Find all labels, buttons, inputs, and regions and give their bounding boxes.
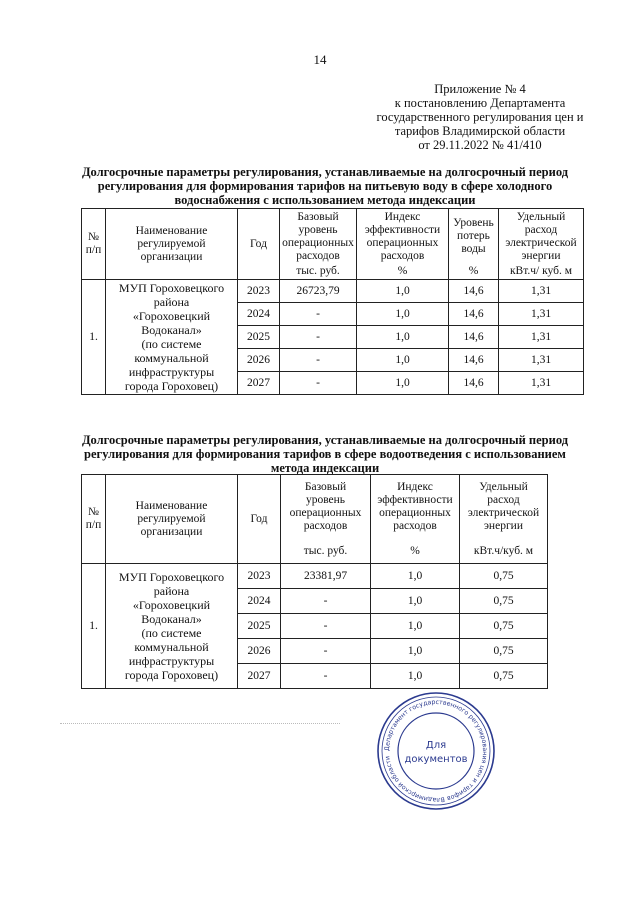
table1 <box>81 208 584 395</box>
cell-eff: 1,0 <box>371 639 460 664</box>
cell-base: 26723,79 <box>280 280 357 303</box>
appendix-block <box>360 82 600 152</box>
cell-base: - <box>280 372 357 395</box>
org-line: Водоканал» <box>141 612 202 626</box>
header-text: потерь <box>457 230 490 243</box>
header-base <box>281 475 371 540</box>
header-text: Уровень <box>453 217 494 230</box>
cell-loss: 14,6 <box>449 372 499 395</box>
header-text: организации <box>140 250 203 263</box>
header-text: расход <box>524 223 558 236</box>
cell-base: - <box>281 589 371 614</box>
cell-base: - <box>281 614 371 639</box>
cell-year: 2025 <box>238 326 280 349</box>
cell-energy: 1,31 <box>499 372 584 395</box>
header-text: Базовый <box>304 481 347 494</box>
title-line: Долгосрочные параметры регулирования, устанавливаемые на долгосрочный период <box>81 165 569 179</box>
header-text: операционных <box>282 236 354 249</box>
cell-energy: 0,75 <box>460 614 548 639</box>
unit-base: тыс. руб. <box>280 265 357 280</box>
cell-energy: 1,31 <box>499 280 584 303</box>
stamp-center-line: Для <box>425 740 447 751</box>
header-eff <box>357 209 449 265</box>
unit-loss: % <box>449 265 499 280</box>
header-text: операционных <box>366 236 439 249</box>
table-row <box>82 564 548 589</box>
header-energy <box>499 209 584 265</box>
cell-energy: 0,75 <box>460 664 548 689</box>
cell-year: 2024 <box>238 303 280 326</box>
header-text: расходов <box>393 520 437 533</box>
header-text: эффективности <box>377 494 453 507</box>
header-text: Наименование <box>135 499 208 512</box>
unit-eff: % <box>371 540 460 564</box>
stamp-center-line: документов <box>404 754 468 765</box>
header-text: Наименование <box>135 224 208 237</box>
header-num <box>82 475 106 564</box>
header-text: регулируемой <box>137 512 206 525</box>
table2-title <box>60 433 590 475</box>
title-line: регулирования для формирования тарифов в сфере водоотведения с использованием <box>84 447 566 461</box>
header-text: расходов <box>303 520 348 533</box>
header-num <box>82 209 106 280</box>
divider <box>60 723 340 724</box>
header-text: энергии <box>484 520 523 533</box>
table1-title <box>60 165 590 207</box>
row-number: 1. <box>82 564 106 689</box>
header-text: регулируемой <box>137 237 206 250</box>
header-text: электрической <box>505 236 577 249</box>
appendix-line: Приложение № 4 <box>434 82 526 96</box>
org-line: МУП Гороховецкого <box>118 281 225 295</box>
org-line: инфраструктуры <box>128 654 215 668</box>
appendix-line: от 29.11.2022 № 41/410 <box>418 138 542 152</box>
org-line: района <box>153 584 190 598</box>
header-org <box>106 475 238 564</box>
cell-eff: 1,0 <box>371 614 460 639</box>
org-line: «Гороховецкий <box>132 598 211 612</box>
cell-eff: 1,0 <box>371 564 460 589</box>
header-text: Индекс <box>384 210 421 223</box>
cell-energy: 0,75 <box>460 639 548 664</box>
cell-eff: 1,0 <box>357 372 449 395</box>
header-eff <box>371 475 460 540</box>
cell-year: 2024 <box>238 589 281 614</box>
org-name <box>106 564 238 689</box>
cell-energy: 0,75 <box>460 589 548 614</box>
org-line: Водоканал» <box>141 323 202 337</box>
org-line: (по системе <box>141 626 202 640</box>
title-line: водоснабжения с использованием метода индексации <box>174 193 476 207</box>
title-line: метода индексации <box>270 461 380 475</box>
cell-year: 2023 <box>238 280 280 303</box>
header-text: электрической <box>467 507 540 520</box>
header-text: операционных <box>379 507 451 520</box>
cell-year: 2026 <box>238 639 281 664</box>
unit-base: тыс. руб. <box>281 540 371 564</box>
unit-energy: кВт.ч/ куб. м <box>499 265 584 280</box>
org-line: коммунальной <box>134 351 209 365</box>
header-text: Удельный <box>479 481 528 494</box>
org-line: города Гороховец) <box>124 668 219 682</box>
header-year: Год <box>238 475 281 564</box>
header-text: операционных <box>289 507 362 520</box>
header-energy <box>460 475 548 540</box>
appendix-line: государственного регулирования цен и <box>376 110 584 124</box>
title-line: Долгосрочные параметры регулирования, устанавливаемые на долгосрочный период <box>81 433 569 447</box>
header-text: воды <box>461 243 486 256</box>
cell-energy: 1,31 <box>499 326 584 349</box>
cell-year: 2023 <box>238 564 281 589</box>
org-line: города Гороховец) <box>124 379 219 393</box>
org-line: «Гороховецкий <box>132 309 211 323</box>
header-text: расход <box>487 494 520 507</box>
org-line: МУП Гороховецкого <box>118 570 225 584</box>
cell-energy: 0,75 <box>460 564 548 589</box>
appendix-line: тарифов Владимирской области <box>394 124 566 138</box>
cell-year: 2025 <box>238 614 281 639</box>
cell-eff: 1,0 <box>357 280 449 303</box>
cell-eff: 1,0 <box>357 303 449 326</box>
header-text: Базовый <box>297 210 339 223</box>
cell-base: 23381,97 <box>281 564 371 589</box>
table2 <box>81 474 548 689</box>
cell-eff: 1,0 <box>371 589 460 614</box>
official-stamp <box>375 690 497 812</box>
cell-loss: 14,6 <box>449 349 499 372</box>
cell-year: 2026 <box>238 349 280 372</box>
header-text: п/п <box>85 519 102 531</box>
cell-year: 2027 <box>238 664 281 689</box>
row-number: 1. <box>82 280 106 395</box>
header-org <box>106 209 238 280</box>
header-text: № <box>88 506 99 518</box>
cell-base: - <box>281 639 371 664</box>
stamp-outer-ring <box>378 693 494 809</box>
table-row <box>82 280 584 303</box>
cell-year: 2027 <box>238 372 280 395</box>
header-text: уровень <box>305 494 346 507</box>
cell-base: - <box>280 303 357 326</box>
stamp-ring-text: Департамент государственного регулирования цен и тарифов Владимирской области <box>383 698 489 804</box>
cell-base: - <box>281 664 371 689</box>
header-text: расходов <box>380 249 425 262</box>
appendix-line: к постановлению Департамента <box>394 96 566 110</box>
cell-loss: 14,6 <box>449 280 499 303</box>
stamp-inner-ring <box>398 713 474 789</box>
header-loss <box>449 209 499 265</box>
cell-energy: 1,31 <box>499 303 584 326</box>
cell-eff: 1,0 <box>357 349 449 372</box>
header-text: расходов <box>296 249 340 262</box>
unit-energy: кВт.ч/куб. м <box>460 540 548 564</box>
org-line: инфраструктуры <box>128 365 215 379</box>
org-name <box>106 280 238 395</box>
header-text: уровень <box>298 223 338 236</box>
header-text: эффективности <box>364 223 441 236</box>
cell-base: - <box>280 326 357 349</box>
cell-loss: 14,6 <box>449 326 499 349</box>
cell-eff: 1,0 <box>371 664 460 689</box>
header-year: Год <box>238 209 280 280</box>
header-text: п/п <box>85 244 102 256</box>
org-line: района <box>153 295 190 309</box>
header-text: энергии <box>521 249 561 262</box>
page-number: 14 <box>313 52 327 67</box>
header-text: № <box>88 231 99 243</box>
cell-loss: 14,6 <box>449 303 499 326</box>
cell-base: - <box>280 349 357 372</box>
cell-energy: 1,31 <box>499 349 584 372</box>
unit-eff: % <box>357 265 449 280</box>
cell-eff: 1,0 <box>357 326 449 349</box>
org-line: коммунальной <box>134 640 209 654</box>
header-text: организации <box>140 525 203 538</box>
header-text: Удельный <box>516 210 566 223</box>
title-line: регулирования для формирования тарифов на питьевую воду в сфере холодного <box>97 179 553 193</box>
header-text: Индекс <box>397 481 433 494</box>
org-line: (по системе <box>141 337 202 351</box>
header-base <box>280 209 357 265</box>
